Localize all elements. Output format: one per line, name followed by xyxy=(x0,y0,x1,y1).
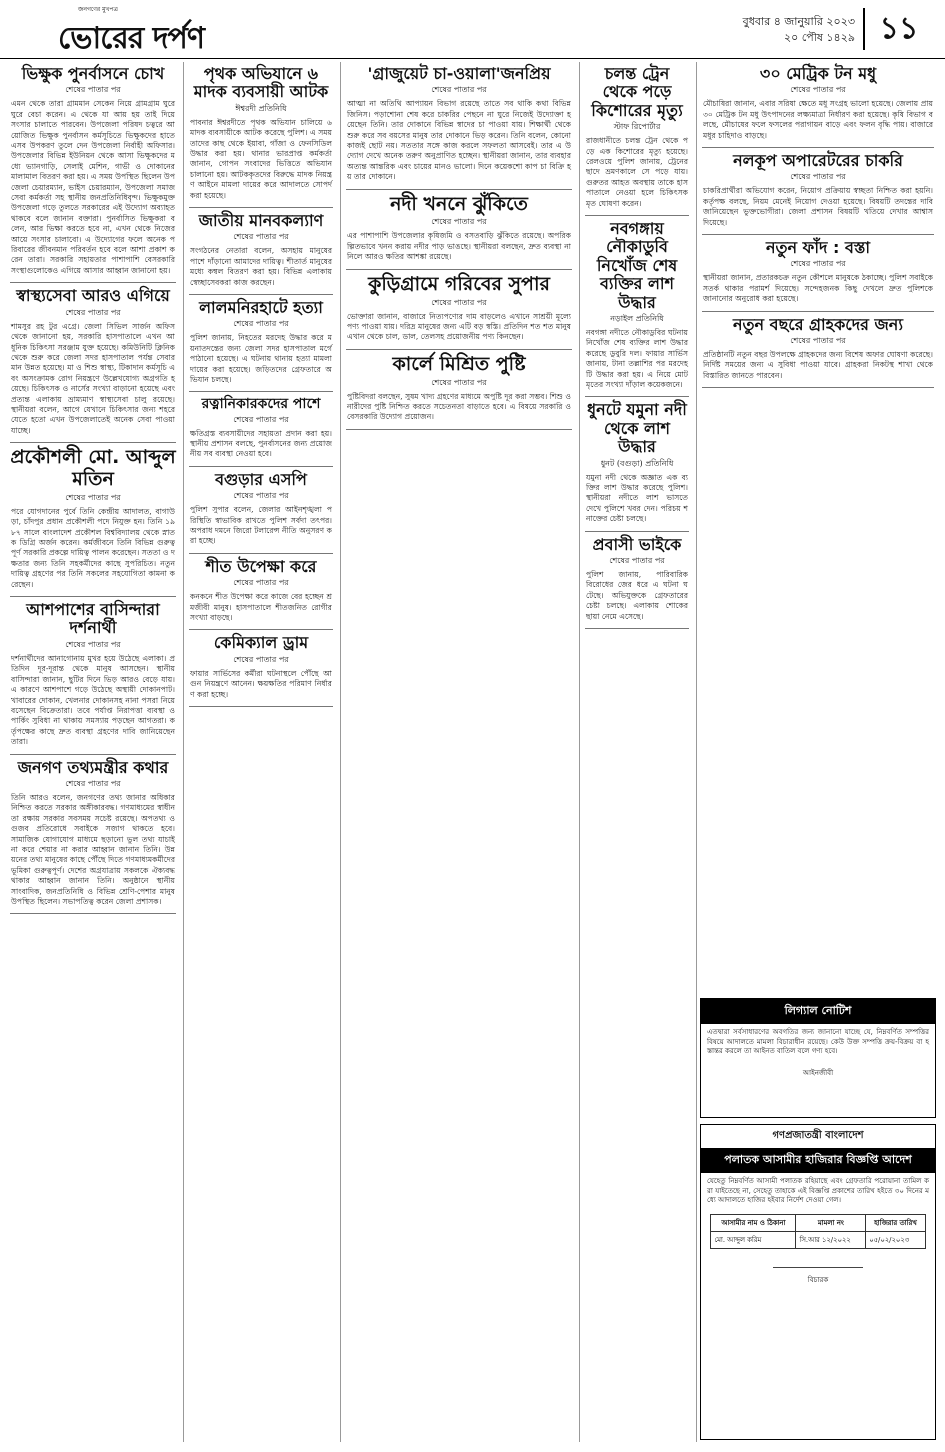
legal-notice-sign: আইনজীবী xyxy=(802,1068,834,1077)
table-cell: ০৫/০২/২০২৩ xyxy=(866,1231,925,1248)
story-byline: শেষের পাতার পর xyxy=(65,492,121,502)
story-headline: জাতীয় মানবকল্যাণ xyxy=(198,211,324,231)
story-body: পুলিশ জানায়, নিহতের মরদেহ উদ্ধার করে ময়নাতদন্তের জন্য জেলা সদর হাসপাতাল মর্গে পাঠানো হয়েছে। এ ঘটনায় থানায় হত্যা মামলা দায়ের করা হয়েছে। জড়িতদের গ্রেফতারে অভিযান চলছে। xyxy=(190,333,332,385)
news-story xyxy=(8,287,178,436)
story-body: পুলিশ জানায়, পারিবারিক বিরোধের জের ধরে এ ঘটনা ঘটেছে। অভিযুক্তকে গ্রেফতারের চেষ্টা চলছে। এলাকায় শোকের ছায়া নেমে এসেছে। xyxy=(586,570,688,621)
story-headline: ৩০ মেট্রিক টন মধু xyxy=(759,64,877,83)
story-headline: কুড়িগ্রামে গরিবের সুপার xyxy=(368,272,550,295)
news-story xyxy=(187,65,335,201)
story-body: রাজধানীতে চলন্ত ট্রেন থেকে পড়ে এক কিশোরের মৃত্যু হয়েছে। রেলওয়ে পুলিশ জানায়, ট্রেনের ছাদে ভ্রমণকালে সে পড়ে যায়। গুরুতর আহত অবস্থায় তাকে হাসপাতালে নেওয়া হলে চিকিৎসক মৃত ঘোষণা করেন। xyxy=(586,136,688,208)
story-byline: শেষের পাতার পর xyxy=(65,85,121,95)
news-story xyxy=(8,759,178,908)
court-notice xyxy=(700,1124,936,1440)
story-headline: প্রবাসী ভাইকে xyxy=(592,534,682,554)
column-2 xyxy=(187,62,335,1442)
story-body: চাকরিপ্রার্থীরা অভিযোগ করেন, নিয়োগ প্রক্রিয়ায় স্বচ্ছতা নিশ্চিত করা হয়নি। কর্তৃপক্ষ বলছে, নিয়ম মেনেই নিয়োগ দেওয়া হয়েছে। বিষয়টি তদন্তের দাবি জানিয়েছেন ভুক্তভোগীরা। জেলা প্রশাসন বিষয়টি খতিয়ে দেখার আশ্বাস দিয়েছে। xyxy=(703,186,933,227)
column-3 xyxy=(344,62,574,1442)
news-story xyxy=(583,401,691,524)
story-byline: শেষের পাতার পর xyxy=(233,491,289,501)
story-byline: শেষের পাতার পর xyxy=(609,556,665,565)
masthead-tagline: জনগণের মুখপত্র xyxy=(78,6,118,13)
story-body: নবগঙ্গা নদীতে নৌকাডুবির ঘটনায় নিখোঁজ শেষ ব্যক্তির লাশ উদ্ধার করেছে ডুবুরি দল। ফায়ার সার্ভিস জানায়, টানা তল্লাশির পর মরদেহটি উদ্ধার করা হয়। এ নিয়ে মোট মৃতের সংখ্যা দাঁড়াল কয়েকজনে। xyxy=(586,327,688,389)
story-body: পাবনার ঈশ্বরদীতে পৃথক অভিযান চালিয়ে ৬ মাদক ব্যবসায়ীকে আটক করেছে পুলিশ। এ সময় তাদের কাছ থেকে ইয়াবা, গাঁজা ও ফেনসিডিল উদ্ধার করা হয়। থানার ভারপ্রাপ্ত কর্মকর্তা জানান, গোপন সংবাদের ভিত্তিতে অভিযান চালানো হয়। আটককৃতদের বিরুদ্ধে মাদক নিয়ন্ত্রণ আইনে মামলা দায়ের করে আদালতে সোপর্দ করা হয়েছে। xyxy=(190,117,332,200)
story-byline: ধুনট (বগুড়া) প্রতিনিধি xyxy=(600,458,674,468)
legal-notice xyxy=(700,998,936,1118)
story-headline: চলন্ত ট্রেন থেকে পড়ে কিশোরের মৃত্যু xyxy=(591,64,683,120)
story-body: শামসুর রহ টুর এগ্রে। জেলা সিভিল সার্জন অফিস থেকে জানানো হয়, সরকারি হাসপাতালে এখন আধুনিক চিকিৎসা সরঞ্জাম যুক্ত হয়েছে। কমিউনিটি ক্লিনিক থেকে শুরু করে জেলা সদর হাসপাতাল পর্যন্ত সেবার মান উন্নত হয়েছে। মা ও শিশু স্বাস্থ্য, টিকাদান কর্মসূচি এবং অসংক্রামক রোগ নিয়ন্ত্রণে উল্লেখযোগ্য অগ্রগতি হয়েছে। চিকিৎসক ও নার্সের সংখ্যা বাড়ানো হয়েছে এবং প্রত্যন্ত এলাকায় ভ্রাম্যমাণ স্বাস্থ্যসেবা চালু রয়েছে। স্থানীয়রা বলেন, আগে যেখানে চিকিৎসার জন্য শহরে যেতে হতো এখন উপজেলাতেই অনেক সেবা পাওয়া যাচ্ছে। xyxy=(11,321,175,435)
story-byline: নড়াইল প্রতিনিধি xyxy=(610,313,664,323)
story-headline: নতুন ফাঁদ : বস্তা xyxy=(765,238,870,258)
story-body: মৌচাষিরা জানান, এবার সরিষা ক্ষেতে মধু সংগ্রহ ভালো হয়েছে। জেলায় প্রায় ৩০ মেট্রিক টন মধু উৎপাদনের লক্ষ্যমাত্রা নির্ধারণ করা হয়েছে। কৃষি বিভাগ বলছে, মৌচাষের ফলে ফসলের পরাগায়ন বাড়ে এবং ফলন বৃদ্ধি পায়। বাজারে মধুর চাহিদাও বাড়ছে। xyxy=(703,99,933,140)
news-story xyxy=(8,447,178,590)
court-notice-body: যেহেতু নিম্নবর্ণিত আসামী পলাতক রহিয়াছে এবং গ্রেফতারি পরোয়ানা তামিল করা যাইতেছে না, সেহেতু তাহাকে এই বিজ্ঞপ্তি প্রকাশের তারিখ হইতে ৩০ দিনের মধ্যে আদালতে হাজির হইবার নির্দেশ দেওয়া গেল। xyxy=(707,1177,929,1205)
story-byline: শেষের পাতার পর xyxy=(233,654,289,664)
story-headline: নলকূপ অপারেটরের চাকরি xyxy=(733,151,903,171)
story-byline: শেষের পাতার পর xyxy=(790,259,846,269)
news-story xyxy=(187,634,335,700)
story-body: এর পাশাপাশি উপজেলার কৃষিজমি ও বসতবাড়ি ঝুঁকিতে রয়েছে। অপরিকল্পিতভাবে খনন করায় নদীর পাড় ভাঙছে। স্থানীয়রা বলছেন, দ্রুত ব্যবস্থা না নিলে আরও ক্ষতির আশঙ্কা রয়েছে। xyxy=(347,231,571,262)
news-story xyxy=(187,299,335,385)
story-body: এমন থেকে তারা গ্রামমান সেকেন নিয়ে গ্রামগ্রাম ঘুরে ঘুরে বেচা করেন। এ থেকে যা আয় হয় তাই দিয়ে সংসার চালাতে পারবেন। উপজেলা পরিষদ চত্বরে আয়োজিত ভিক্ষুক পুনর্বাসন কর্মসূচিতে ভিক্ষুকদের হাতে এসব উপকরণ তুলে দেন উপজেলা নির্বাহী অফিসার। উপজেলার বিভিন্ন ইউনিয়ন থেকে আসা ভিক্ষুকদের মধ্যে ভ্যানগাড়ি, সেলাই মেশিন, গাভী ও দোকানের মালামাল বিতরণ করা হয়। এ সময় উপস্থিত ছিলেন উপজেলা চেয়ারম্যান, ভাইস চেয়ারম্যান, উপজেলা সমাজসেবা কর্মকর্তা সহ স্থানীয় জনপ্রতিনিধিবৃন্দ। ভিক্ষুকমুক্ত উপজেলা গড়ে তুলতে সরকারের এই উদ্যোগ অব্যাহত থাকবে বলে জানান বক্তারা। পুনর্বাসিত ভিক্ষুকরা বলেন, আর ভিক্ষা করতে হবে না, এখন থেকে নিজের আয়ে সংসার চালাবো। এ উদ্যোগের ফলে অনেক পরিবারের জীবনমান পরিবর্তন হবে বলে আশা প্রকাশ করেন তারা। সরকারি সহায়তার পাশাপাশি বেসরকারি সংস্থাগুলোকেও এগিয়ে আসার আহ্বান জানানো হয়। xyxy=(11,99,175,275)
news-story xyxy=(700,316,936,382)
news-story xyxy=(344,274,574,343)
court-notice-table xyxy=(710,1214,925,1249)
story-byline: শেষের পাতার পর xyxy=(233,319,289,329)
story-body: পুষ্টিবিদরা বলছেন, সুষম খাদ্য গ্রহণের মাধ্যমে অপুষ্টি দূর করা সম্ভব। শিশু ও নারীদের পুষ্টি নিশ্চিত করতে সচেতনতা বাড়াতে হবে। এ বিষয়ে সরকারি ও বেসরকারি উদ্যোগ প্রয়োজন। xyxy=(347,391,571,422)
legal-notice-body: এতদ্বারা সর্বসাধারণের অবগতির জন্য জানানো যাচ্ছে যে, নিম্নবর্ণিত সম্পত্তির বিষয়ে আদালতে মামলা বিচারাধীন রয়েছে। কেউ উক্ত সম্পত্তি ক্রয়-বিক্রয় বা হস্তান্তর করলে তা আইনত বাতিল বলে গণ্য হবে। xyxy=(707,1028,929,1056)
news-story xyxy=(187,212,335,288)
story-headline: পৃথক অভিযানে ৬ মাদক ব্যবসায়ী আটক xyxy=(193,64,329,102)
signature xyxy=(773,1253,863,1268)
story-byline: শেষের পাতার পর xyxy=(431,377,487,387)
story-byline: শেষের পাতার পর xyxy=(65,639,121,649)
column-5 xyxy=(700,62,936,992)
story-body: স্থানীয়রা জানান, প্রতারকচক্র নতুন কৌশলে মানুষকে ঠকাচ্ছে। পুলিশ সবাইকে সতর্ক থাকার পরামর্শ দিয়েছে। সন্দেহজনক কিছু দেখলে দ্রুত পুলিশকে জানানোর অনুরোধ করা হয়েছে। xyxy=(703,273,933,304)
story-body: ক্ষতিগ্রস্ত ব্যবসায়ীদের সহায়তা প্রদান করা হয়। স্থানীয় প্রশাসন বলছে, পুনর্বাসনের জন্য প্রয়োজনীয় সব ব্যবস্থা নেওয়া হবে। xyxy=(190,428,332,459)
story-body: কনকনে শীত উপেক্ষা করে কাজে বের হচ্ছেন শ্রমজীবী মানুষ। হাসপাতালে শীতজনিত রোগীর সংখ্যা বাড়ছে। xyxy=(190,592,332,622)
news-story xyxy=(344,354,574,423)
table-header: আসামীর নাম ও ঠিকানা xyxy=(711,1214,796,1231)
column-1 xyxy=(8,62,178,1442)
story-body: দর্শনার্থীদের আনাগোনায় মুখর হয়ে উঠেছে এলাকা। প্রতিদিন দূর-দূরান্ত থেকে মানুষ আসছেন। স্থানীয় বাসিন্দারা জানান, ছুটির দিনে ভিড় আরও বেড়ে যায়। এ কারণে আশপাশে গড়ে উঠেছে অস্থায়ী দোকানপাট। খাবারের দোকান, খেলনার দোকানসহ নানা পসরা নিয়ে বসেছেন বিক্রেতারা। তবে পর্যাপ্ত নিরাপত্তা ব্যবস্থা ও পার্কিং সুবিধা না থাকায় সমস্যায় পড়ছেন আগতরা। কর্তৃপক্ষের কাছে দ্রুত ব্যবস্থা গ্রহণের দাবি জানিয়েছেন তারা। xyxy=(11,653,175,747)
story-headline: আশপাশের বাসিন্দারা দর্শনার্থী xyxy=(26,600,160,638)
news-story xyxy=(8,601,178,747)
story-headline: নতুন বছরে গ্রাহকদের জন্য xyxy=(732,314,903,334)
story-headline: নদী খননে ঝুঁকিতে xyxy=(390,192,528,215)
news-story xyxy=(344,194,574,263)
story-byline: শেষের পাতার পর xyxy=(790,172,846,182)
story-byline: ঈশ্বরদী প্রতিনিধি xyxy=(235,103,287,113)
story-headline: ধুনটে যমুনা নদী থেকে লাশ উদ্ধার xyxy=(587,400,687,457)
story-headline: লালমনিরহাটে হত্যা xyxy=(199,298,323,318)
story-byline: শেষের পাতার পর xyxy=(790,85,846,95)
story-body: পরে যোগদানের পুর্বে তিনি কেন্দ্রীয় আদালত, বাগাউড়া, চাঁদপুর প্রধান প্রকৌশলী পদে নিযুক্ত হন। তিনি ১৯৮৭ সালে বাংলাদেশ প্রকৌশল বিশ্ববিদ্যালয় থেকে স্নাতক ডিগ্রি অর্জন করেন। কর্মজীবনে তিনি বিভিন্ন গুরুত্বপূর্ণ সরকারি প্রকল্পে দায়িত্ব পালন করেছেন। সততা ও দক্ষতার জন্য তিনি সহকর্মীদের কাছে সুপরিচিত। নতুন দায়িত্ব গ্রহণের পর তিনি সকলের সহযোগিতা কামনা করেছেন। xyxy=(11,506,175,589)
story-byline: শেষের পাতার পর xyxy=(790,336,846,346)
story-headline: প্রকৌশলী মো. আব্দুল মতিন xyxy=(10,446,176,490)
story-headline: বগুড়ার এসপি xyxy=(215,469,307,489)
story-headline: রত্নানিকারকদের পাশে xyxy=(201,396,321,413)
legal-notice-title: লিগ্যাল নোটিশ xyxy=(701,999,935,1024)
story-body: আত্মা না অতিথি আপ্যায়ন বিভাগ রয়েছে তাতে সব থাকি কথা বিভিন্ন জিনিস। পড়াশোনা শেষ করে চাকরির পেছনে না ঘুরে নিজেই উদ্যোক্তা হয়েছেন তিনি। তার দোকানে বিভিন্ন স্বাদের চা পাওয়া যায়। শিক্ষার্থী থেকে শুরু করে সব বয়সের মানুষ তার দোকানে ভিড় করেন। তিনি বলেন, কোনো কাজই ছোট নয়। সততার সঙ্গে কাজ করলে সফলতা আসবেই। তার এ উদ্যোগ দেখে অনেক তরুণ অনুপ্রাণিত হচ্ছেন। স্থানীয়রা জানান, তার ব্যবহার অত্যন্ত আন্তরিক এবং চায়ের মানও ভালো। দিনে কয়েকশো কাপ চা বিক্রি হয় তার দোকানে। xyxy=(347,99,571,182)
story-byline: শেষের পাতার পর xyxy=(431,217,487,227)
story-headline: জনগণ তথ্যমন্ত্রীর কথার xyxy=(17,757,169,777)
page-number: ১১ xyxy=(863,8,933,50)
story-headline: 'গ্রাজুয়েট চা-ওয়ালা'জনপ্রিয় xyxy=(367,64,551,83)
news-story xyxy=(187,396,335,459)
newspaper-logo: ভোরের দর্পণ xyxy=(58,21,204,56)
story-body: প্রতিষ্ঠানটি নতুন বছর উপলক্ষে গ্রাহকদের জন্য বিশেষ অফার ঘোষণা করেছে। নির্দিষ্ট সময়ের জন্য এ সুবিধা পাওয়া যাবে। গ্রাহকরা নিকটস্থ শাখা থেকে বিস্তারিত জানতে পারবেন। xyxy=(703,350,933,380)
column-4 xyxy=(583,62,691,1442)
court-notice-sign: বিচারক xyxy=(807,1275,829,1284)
story-byline: শেষের পাতার পর xyxy=(233,232,289,242)
court-notice-subtitle: পলাতক আসামীর হাজিরার বিজ্ঞপ্তি আদেশ xyxy=(701,1148,935,1173)
story-body: ফায়ার সার্ভিসের কর্মীরা ঘটনাস্থলে পৌঁছে আগুন নিয়ন্ত্রণে আনেন। ক্ষয়ক্ষতির পরিমাণ নির্ধারণ করা হচ্ছে। xyxy=(190,668,332,699)
court-notice-title: গণপ্রজাতন্ত্রী বাংলাদেশ xyxy=(772,1130,864,1141)
masthead xyxy=(0,0,945,59)
story-headline: স্বাস্থ্যসেবা আরও এগিয়ে xyxy=(16,286,170,306)
story-byline: শেষের পাতার পর xyxy=(233,578,289,588)
date-gregorian: বুধবার ৪ জানুয়ারি ২০২৩ xyxy=(742,15,855,28)
story-headline: শীত উপেক্ষা করে xyxy=(205,556,317,576)
story-byline: শেষের পাতার পর xyxy=(65,778,121,788)
table-cell: সি.আর ১২/২০২২ xyxy=(796,1231,866,1248)
story-headline: নবগঙ্গায় নৌকাডুবি নিখোঁজ শেষ ব্যক্তির লাশ উদ্ধার xyxy=(596,219,678,312)
story-body: তিনি আরও বলেন, জনগণের তথ্য জানার অধিকার নিশ্চিত করতে সরকার অঙ্গীকারবদ্ধ। গণমাধ্যমের স্বাধীনতা রক্ষায় সরকার সবসময় সচেষ্ট রয়েছে। অপতথ্য ও গুজব প্রতিরোধে সবাইকে সজাগ থাকতে হবে। সামাজিক যোগাযোগ মাধ্যমে ছড়ানো ভুল তথ্য যাচাই না করে শেয়ার না করার আহ্বান জানান তিনি। উন্নয়নের তথ্য মানুষের কাছে পৌঁছে দিতে গণমাধ্যমকর্মীদের ভূমিকা গুরুত্বপূর্ণ। দেশের অগ্রযাত্রায় সকলকে ঐক্যবদ্ধ থাকার আহ্বান জানান তিনি। অনুষ্ঠানে স্থানীয় সাংবাদিক, জনপ্রতিনিধি ও বিভিন্ন শ্রেণি-পেশার মানুষ উপস্থিত ছিলেন। সভাপতিত্ব করেন জেলা প্রশাসক। xyxy=(11,792,175,906)
story-byline: শেষের পাতার পর xyxy=(431,85,487,95)
news-story xyxy=(700,239,936,305)
news-story xyxy=(583,220,691,390)
story-headline: কার্লে মিশ্রিত পুষ্টি xyxy=(392,352,526,375)
story-headline: ভিক্ষুক পুনর্বাসনে চোখ xyxy=(21,64,165,83)
issue-date xyxy=(743,14,855,46)
news-story xyxy=(583,536,691,622)
table-header: হাজিরার তারিখ xyxy=(866,1214,925,1231)
news-story xyxy=(700,65,936,141)
table-cell: মো. আব্দুল করিম xyxy=(711,1231,796,1248)
story-body: পুলিশ সুপার বলেন, জেলার আইনশৃঙ্খলা পরিস্থিতি স্বাভাবিক রাখতে পুলিশ সর্বদা তৎপর। অপরাধ দমনে জিরো টলারেন্স নীতি অনুসরণ করা হচ্ছে। xyxy=(190,505,332,546)
story-body: ভোক্তারা জানান, বাজারে নিত্যপণ্যের দাম বাড়লেও এখানে সাশ্রয়ী মূল্যে পণ্য পাওয়া যায়। দরিদ্র মানুষের জন্য এটি বড় স্বস্তি। প্রতিদিন শত শত মানুষ এখান থেকে চাল, ডাল, তেলসহ প্রয়োজনীয় পণ্য কিনছেন। xyxy=(347,311,571,342)
news-story xyxy=(700,152,936,228)
news-story xyxy=(187,558,335,624)
news-story xyxy=(8,65,178,276)
news-story xyxy=(344,65,574,183)
story-headline: কেমিক্যাল ড্রাম xyxy=(213,633,309,653)
story-byline: স্টাফ রিপোর্টার xyxy=(613,122,661,132)
story-byline: শেষের পাতার পর xyxy=(65,307,121,317)
news-story xyxy=(187,471,335,547)
table-row xyxy=(711,1231,925,1248)
story-body: সংগঠনের নেতারা বলেন, অসহায় মানুষের পাশে দাঁড়ানো আমাদের দায়িত্ব। শীতার্ত মানুষের মধ্যে কম্বল বিতরণ করা হয়। বিভিন্ন এলাকায় স্বেচ্ছাসেবকরা কাজ করছেন। xyxy=(190,246,332,287)
news-story xyxy=(583,65,691,209)
story-body: যমুনা নদী থেকে অজ্ঞাত এক ব্যক্তির লাশ উদ্ধার করেছে পুলিশ। স্থানীয়রা নদীতে লাশ ভাসতে দেখে পুলিশে খবর দেন। পরিচয় শনাক্তের চেষ্টা চলছে। xyxy=(586,472,688,524)
story-byline: শেষের পাতার পর xyxy=(233,414,289,424)
date-bengali: ২০ পৌষ ১৪২৯ xyxy=(783,31,855,44)
table-header: মামলা নং xyxy=(796,1214,866,1231)
story-byline: শেষের পাতার পর xyxy=(431,297,487,307)
